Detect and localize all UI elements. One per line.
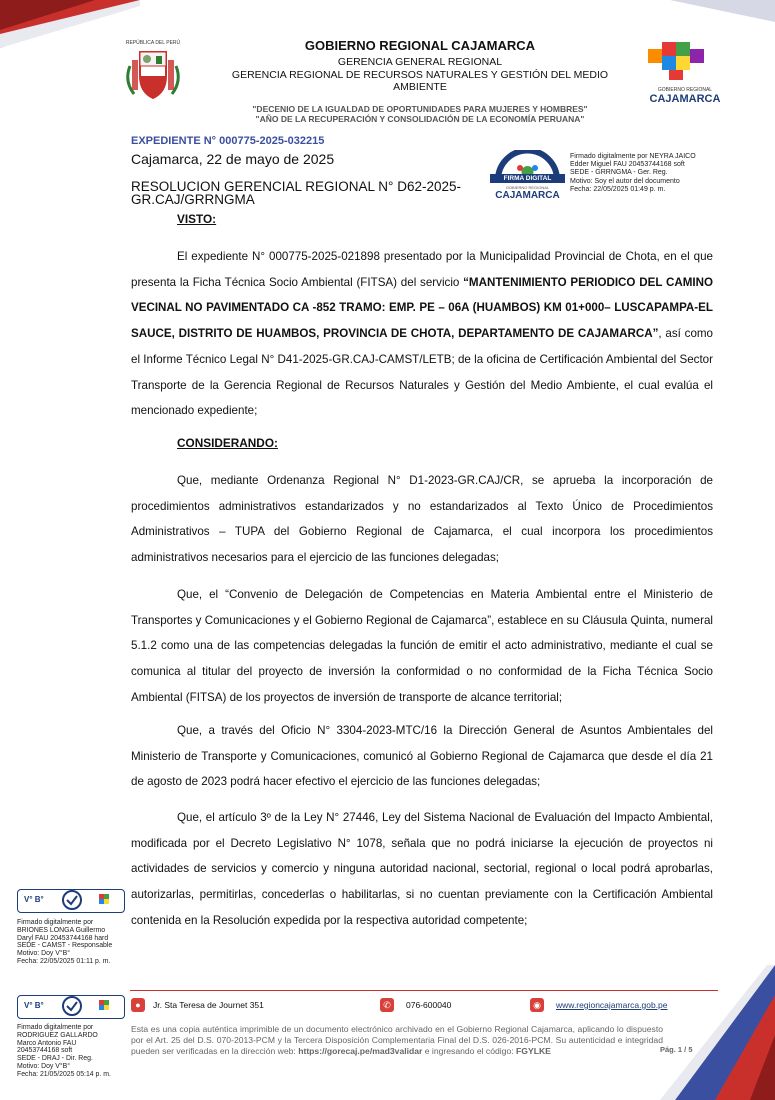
firma-digital-text xyxy=(570,153,730,194)
vb-text-2 xyxy=(17,1024,125,1079)
header-line3: AMBIENTE xyxy=(393,81,447,93)
considerando-p3: Que, a través del Oficio N° 3304-2023-MTC/16 la Dirección General de Asuntos Ambientales del Ministerio de Transporte y Comunicaciones, comunicó al Gobierno Regional de Cajamarca que desde el día 21 de agosto de 2023 podrá hacer efectivo el ejercicio de las funciones delegadas; xyxy=(131,724,713,789)
firma-text-line: Fecha: 22/05/2025 01:49 p. m. xyxy=(570,185,666,193)
firma-text-line: Firmado digitalmente por NEYRA JAICO xyxy=(570,153,696,160)
vb-text-line: Daryl FAU 20453744168 hard xyxy=(17,934,109,942)
vb-text-line: BRIONES LONGA Guillermo xyxy=(17,926,106,934)
vb-stamp-1 xyxy=(17,889,125,913)
page-number: Pág. 1 / 5 xyxy=(660,1045,693,1054)
vb-stamp-2 xyxy=(17,995,125,1019)
header-title: GOBIERNO REGIONAL CAJAMARCA xyxy=(304,38,536,53)
visto-paragraph xyxy=(131,244,713,424)
top-left-corner-decoration xyxy=(0,0,140,55)
footer-website-link[interactable]: www.regioncajamarca.gob.pe xyxy=(556,1000,668,1010)
vb-text-1 xyxy=(17,919,125,966)
visto-text-2: , así como el Informe Técnico Legal N° D41-2025-GR.CAJ-CAMST/LETB; de la oficina de Certificación Ambiental del Sector Transporte de la Gerencia Regional de Recursos Naturales y Gestión del Medio Ambiente, el cual evalúa el mencionado expediente; xyxy=(131,327,714,418)
firma-org-small: GOBIERNO REGIONAL xyxy=(505,185,550,190)
shield-caption: REPÚBLICA DEL PERÚ xyxy=(125,40,181,46)
shield-icon xyxy=(122,46,184,101)
visto-heading: VISTO: xyxy=(177,212,217,226)
footer-note-text-2: e ingresando el código: xyxy=(422,1046,517,1056)
logo-small-text: GOBIERNO REGIONAL xyxy=(657,87,713,93)
vb-text-line: Firmado digitalmente por xyxy=(17,1024,94,1031)
footer-address: Jr. Sta Teresa de Journet 351 xyxy=(153,1000,264,1010)
considerando-p1: Que, mediante Ordenanza Regional N° D1-2023-GR.CAJ/CR, se aprueba la incorporación de procedimientos administrativos estandarizados y no estandarizados al Texto Único de Procedimientos Administrativos – TUPA del Gobierno Regional de Cajamarca, el cual incorpora los procedimientos administrativos necesarios para el ejercicio de las funciones delegadas; xyxy=(131,474,713,565)
globe-icon: ◉ xyxy=(530,998,544,1012)
firma-digital-label: FIRMA DIGITAL xyxy=(490,174,565,183)
document-date: Cajamarca, 22 de mayo de 2025 xyxy=(131,151,335,167)
vb-badge: V° B° xyxy=(24,1001,44,1010)
footer-code: FGYLKE xyxy=(516,1046,551,1056)
visto-bold-title: “MANTENIMIENTO PERIODICO DEL CAMINO VECINAL NO PAVIMENTADO CA -852 TRAMO: EMP. PE – 06A (HUAMBOS) KM 01+000– LUSCAPAMPA-EL SAUCE, DISTRITO DE HUAMBOS, PROVINCIA DE CHOTA, DEPARTAMENTO DE CAJAMARCA” xyxy=(131,275,713,341)
check-circle-icon xyxy=(60,995,84,1017)
vb-text-line: Fecha: 22/05/2025 01:11 p. m. xyxy=(17,957,111,965)
check-circle-icon xyxy=(60,889,84,911)
vb-text-line: Motivo: Doy V°B° xyxy=(17,1062,70,1070)
firma-text-line: SEDE - GRRNGMA - Ger. Reg. xyxy=(570,169,668,177)
phone-icon: ✆ xyxy=(380,998,394,1012)
vb-text-line: RODRIGUEZ GALLARDO xyxy=(17,1031,98,1039)
vb-text-line: SEDE - CAMST - Responsable xyxy=(17,942,113,950)
top-right-corner-decoration xyxy=(640,0,775,40)
regional-logo-icon xyxy=(96,893,112,909)
considerando-heading: CONSIDERANDO: xyxy=(177,436,278,450)
considerando-p2: Que, el “Convenio de Delegación de Competencias en Materia Ambiental entre el Ministerio de Transportes y Comunicaciones y el Gobierno Regional de Cajamarca”, establece en su Cláusula Quinta, numeral 5.1.2 como una de las competencias delegadas la función de emitir el acto administrativo, mediante el cual se comunica al titular del proyecto de inversión la conformidad o no conformidad de la Ficha Técnica Socio Ambiental (FITSA) de los proyectos de inversión de transporte de alcance territorial; xyxy=(131,588,713,704)
vb-text-line: Marco Antonio FAU xyxy=(17,1039,77,1047)
footer-divider xyxy=(130,990,718,991)
gobierno-regional-logo xyxy=(640,38,730,106)
anio-text: "AÑO DE LA RECUPERACIÓN Y CONSOLIDACIÓN DE LA ECONOMÍA PERUANA" xyxy=(255,114,585,124)
footer-note-text: Esta es una copia auténtica imprimible de un documento electrónico archivado en el Gobierno Regional Cajamarca, aplicando lo dispuesto por el Art. 25 del D.S. 070-2013-PCM y la Tercera Disposición Complementaria Final del D.S. 026-2016-PCM. Su autenticidad e integridad pueden ser verificadas en la dirección web: xyxy=(131,1024,663,1056)
footer-authenticity-note xyxy=(131,1024,663,1057)
header-line2: GERENCIA REGIONAL DE RECURSOS NATURALES Y GESTIÓN DEL MEDIO xyxy=(231,69,609,81)
decenio-text: "DECENIO DE LA IGUALDAD DE OPORTUNIDADES PARA MUJERES Y HOMBRES" xyxy=(252,104,588,114)
vb-text-line: Firmado digitalmente por xyxy=(17,919,94,926)
peru-coat-of-arms xyxy=(122,40,184,102)
vb-text-line: Motivo: Doy V°B° xyxy=(17,950,70,958)
resolution-title: RESOLUCION GERENCIAL REGIONAL N° D62-2025-GR.CAJ/GRRNGMA xyxy=(131,179,461,207)
firma-text-line: Motivo: Soy el autor del documento xyxy=(570,177,680,185)
vb-text-line: 20453744168 soft xyxy=(17,1047,73,1055)
footer-phone: 076-600040 xyxy=(406,1000,452,1010)
considerando-p4: Que, el artículo 3º de la Ley N° 27446, Ley del Sistema Nacional de Evaluación del Impacto Ambiental, modificada por el Decreto Legislativo N° 1078, señala que no podrá iniciarse la ejecución de proyectos ni actividades de servicios y comercio y ninguna autoridad nacional, sectorial, regional o local podrá aprobarlas, autorizarlas, permitirlas, concederlas o habilitarlas, si no cuentan previamente con la Certificación Ambiental contenida en la Resolución expedida por la respectiva autoridad competente; xyxy=(131,811,713,927)
firma-digital-logo xyxy=(490,150,565,205)
firma-org-big: CAJAMARCA xyxy=(495,190,560,201)
expediente-number: EXPEDIENTE N° 000775-2025-032215 xyxy=(131,135,325,147)
bottom-right-corner-decoration xyxy=(655,965,775,1100)
vb-badge: V° B° xyxy=(24,895,44,904)
vb-text-line: Fecha: 21/05/2025 05:14 p. m. xyxy=(17,1070,111,1078)
firma-text-line: Edder Miguel FAU 20453744168 soft xyxy=(570,161,685,169)
footer-verify-link[interactable]: https://gorecaj.pe/mad3validar xyxy=(298,1046,423,1056)
header-line1: GERENCIA GENERAL REGIONAL xyxy=(337,56,503,68)
regional-logo-icon xyxy=(640,38,730,82)
visto-text-1: El expediente N° 000775-2025-021898 presentado por la Municipalidad Provincial de Chota, en el que presenta la Ficha Técnica Socio Ambiental (FITSA) del servicio xyxy=(131,250,713,289)
location-icon: ● xyxy=(131,998,145,1012)
regional-logo-icon xyxy=(96,999,112,1015)
logo-big-text: CAJAMARCA xyxy=(649,93,721,105)
vb-text-line: SEDE - DRAJ - Dir. Reg. xyxy=(17,1055,93,1063)
